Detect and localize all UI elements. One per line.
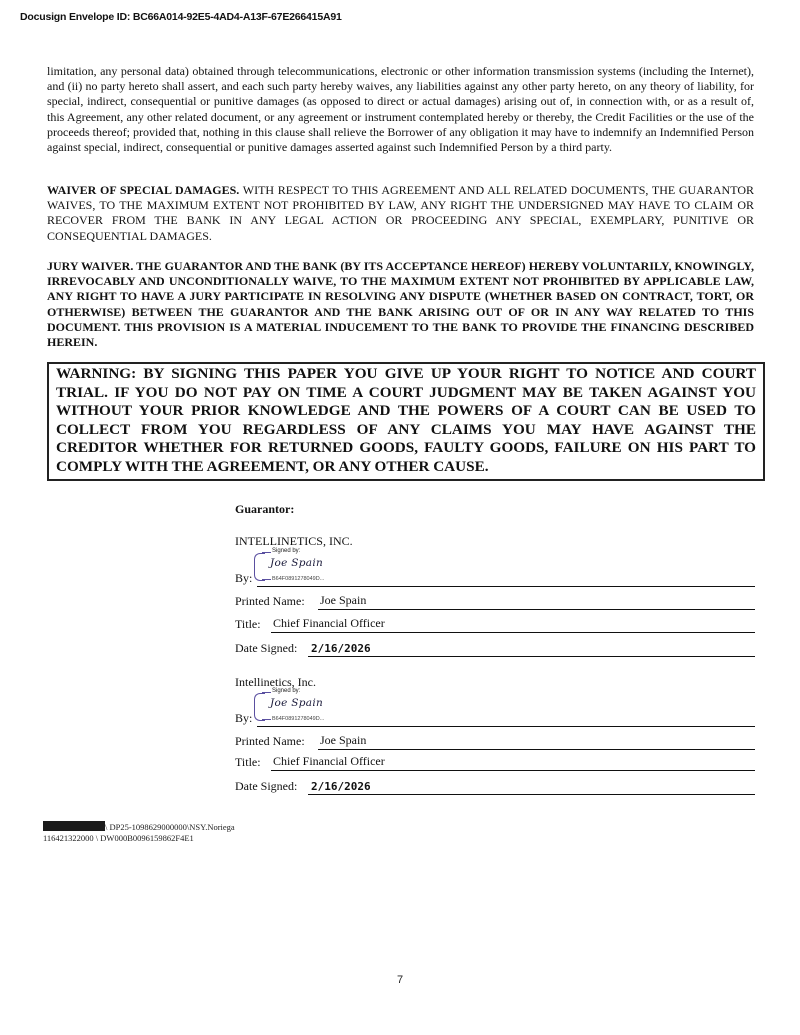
date-underline (308, 656, 755, 657)
date-signed-value: 2/16/2026 (311, 642, 371, 655)
title-underline (271, 770, 755, 771)
title-label: Title: (235, 755, 261, 769)
special-damages-heading: WAIVER OF SPECIAL DAMAGES. (47, 183, 240, 197)
signature-underline (257, 726, 755, 727)
reference-line-2: 116421322000 \ DW000B0096159862F4E1 (43, 832, 194, 843)
printed-name-value: Joe Spain (320, 593, 367, 607)
date-signed-row (235, 779, 755, 795)
printed-name-row (235, 734, 755, 750)
title-label: Title: (235, 617, 261, 631)
bracket-bottom-line (262, 719, 271, 720)
date-signed-label: Date Signed: (235, 641, 298, 655)
printed-name-row (235, 594, 755, 610)
by-label: By: (235, 711, 253, 725)
by-label: By: (235, 571, 253, 585)
printed-name-underline (318, 609, 755, 610)
date-signed-row (235, 641, 755, 657)
title-value: Chief Financial Officer (273, 754, 385, 768)
bracket-top-line (262, 692, 271, 693)
docusign-envelope-id: Docusign Envelope ID: BC66A014-92E5-4AD4-A13F-67E266415A91 (20, 11, 342, 23)
handwritten-signature: Joe Spain (270, 557, 324, 569)
company-name: Intellinetics, Inc. (235, 675, 316, 689)
handwritten-signature: Joe Spain (270, 697, 324, 709)
reference-line-1: \ DP25-1098629000000\NSY.Noriega (105, 822, 235, 832)
signature-underline (257, 586, 755, 587)
signature-bracket-icon (254, 693, 265, 721)
special-damages-paragraph (47, 183, 754, 244)
printed-name-underline (318, 749, 755, 750)
page-number: 7 (397, 974, 404, 986)
signature-bracket-icon (254, 553, 265, 581)
bracket-bottom-line (262, 579, 271, 580)
redaction-box (43, 821, 105, 831)
date-signed-label: Date Signed: (235, 779, 298, 793)
document-reference (43, 821, 235, 843)
title-row (235, 755, 755, 771)
company-name: INTELLINETICS, INC. (235, 534, 353, 548)
guarantor-label: Guarantor: (235, 502, 295, 516)
signed-by-label: Signed by: (272, 688, 301, 694)
signature-id-code: B64F0891278049D... (272, 576, 325, 582)
title-value: Chief Financial Officer (273, 616, 385, 630)
title-row (235, 617, 755, 633)
jury-waiver-paragraph: JURY WAIVER. THE GUARANTOR AND THE BANK (BY ITS ACCEPTANCE HEREOF) HEREBY VOLUNTARILY, KNOWINGLY, IRREVOCABLY AND UNCONDITIONALLY WAIVE, TO THE MAXIMUM EXTENT NOT PROHIBITED BY APPLICABLE LAW, ANY RIGHT TO HAVE A JURY PARTICIPATE IN RESOLVING ANY DISPUTE (WHETHER BASED ON CONTRACT, TORT, OR OTHERWISE) BETWEEN THE GUARANTOR AND THE BANK ARISING OUT OF OR IN ANY WAY RELATED TO THIS DOCUMENT. THIS PROVISION IS A MATERIAL INDUCEMENT TO THE BANK TO PROVIDE THE FINANCING DESCRIBED HEREIN. (47, 259, 754, 350)
docusign-signature-stamp[interactable] (254, 549, 374, 583)
indemnity-paragraph: limitation, any personal data) obtained through telecommunications, electronic or other information transmission systems (including the Internet), and (ii) no party hereto shall assert, and each such party hereby waives, any liabilities against any other party hereto, on any theory of liability, for special, indirect, consequential or punitive damages (as opposed to direct or actual damages) arising out of, in connection with, or as a result of, this Agreement, any other related document, or any agreement or instrument contemplated hereby or thereby, the Credit Facilities or the use of the proceeds thereof; provided that, nothing in this clause shall relieve the Borrower of any obligation it may have to indemnify an Indemnified Person against special, indirect, consequential or punitive damages asserted against such Indemnified Person by a third party. (47, 64, 754, 155)
special-damages-body: WITH RESPECT TO THIS AGREEMENT AND ALL RELATED DOCUMENTS, THE GUARANTOR WAIVES, TO THE MAXIMUM EXTENT NOT PROHIBITED BY LAW, ANY RIGHT THE UNDERSIGNED MAY HAVE TO CLAIM OR RECOVER FROM THE BANK IN ANY LEGAL ACTION OR PROCEEDING ANY SPECIAL, EXEMPLARY, PUNITIVE OR CONSEQUENTIAL DAMAGES. (47, 183, 754, 243)
date-underline (308, 794, 755, 795)
bracket-top-line (262, 552, 271, 553)
date-signed-value: 2/16/2026 (311, 780, 371, 793)
docusign-signature-stamp[interactable] (254, 689, 374, 723)
warning-box: WARNING: BY SIGNING THIS PAPER YOU GIVE UP YOUR RIGHT TO NOTICE AND COURT TRIAL. IF YOU DO NOT PAY ON TIME A COURT JUDGMENT MAY BE TAKEN AGAINST YOU WITHOUT YOUR PRIOR KNOWLEDGE AND THE POWERS OF A COURT CAN BE USED TO COLLECT FROM YOU REGARDLESS OF ANY CLAIMS YOU MAY HAVE AGAINST THE CREDITOR WHETHER FOR RETURNED GOODS, FAULTY GOODS, FAILURE ON HIS PART TO COMPLY WITH THE AGREEMENT, OR ANY OTHER CAUSE. (47, 362, 765, 481)
printed-name-label: Printed Name: (235, 734, 305, 748)
signature-id-code: B64F0891278049D... (272, 716, 325, 722)
title-underline (271, 632, 755, 633)
printed-name-label: Printed Name: (235, 594, 305, 608)
signed-by-label: Signed by: (272, 548, 301, 554)
printed-name-value: Joe Spain (320, 733, 367, 747)
